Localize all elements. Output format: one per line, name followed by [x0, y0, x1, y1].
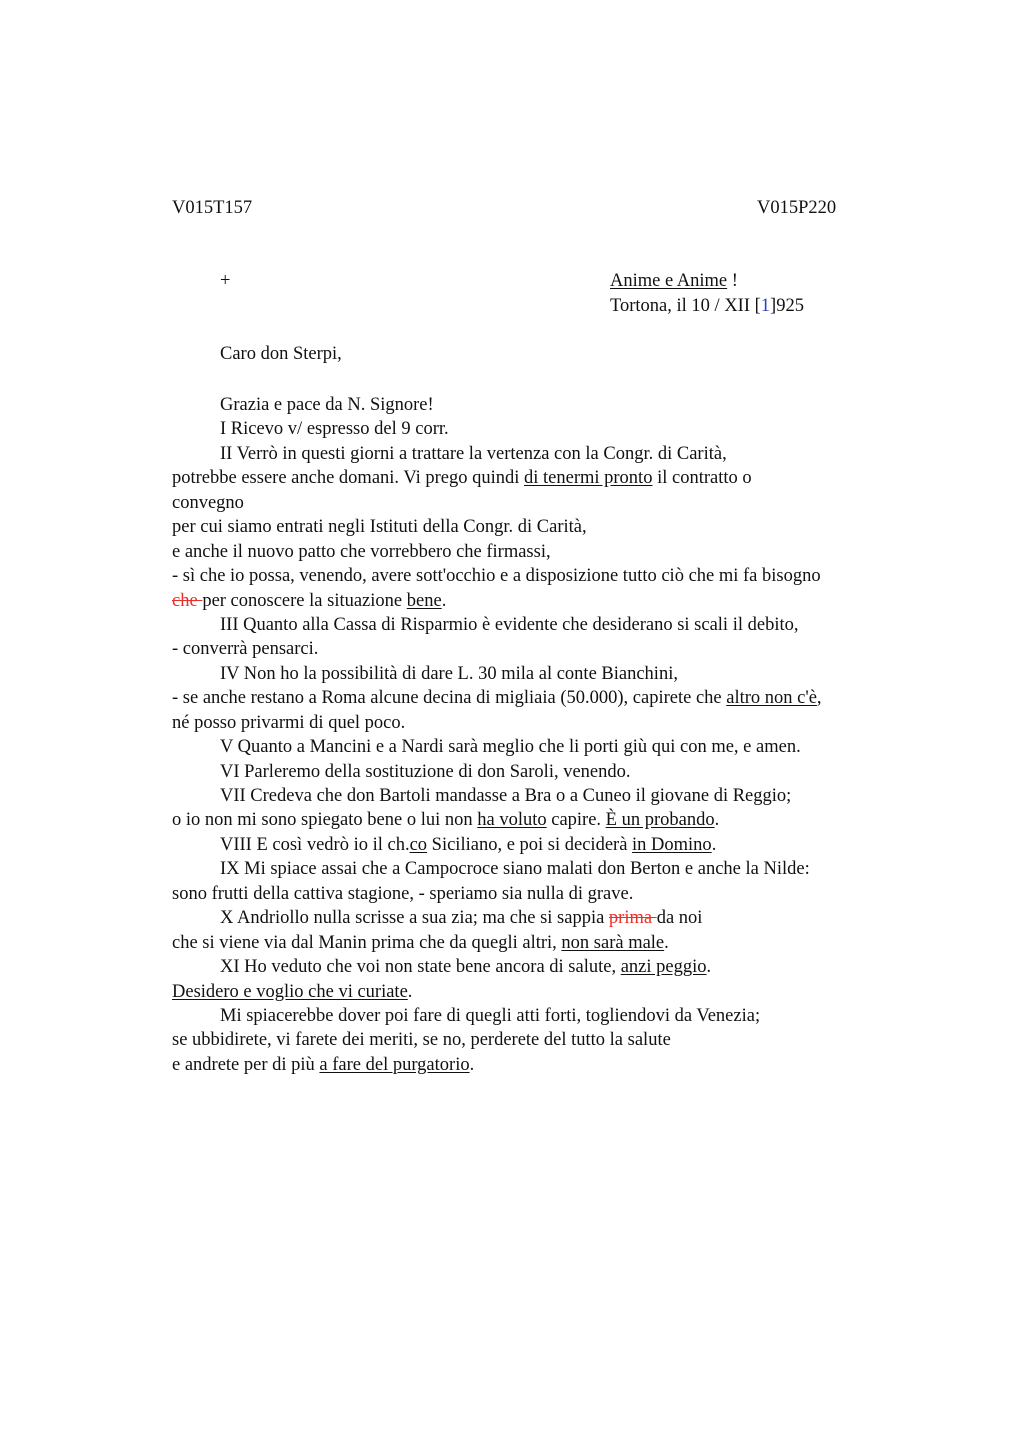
body-line: IX Mi spiace assai che a Campocroce siano malati don Berton e anche la Nilde:	[220, 859, 810, 880]
underlined-text: non sarà male	[561, 932, 665, 953]
body-line: per cui siamo entrati negli Istituti della Congr. di Carità,	[172, 517, 587, 538]
right-document-code: V015P220	[757, 198, 837, 218]
date-line	[610, 295, 804, 317]
motto-text: Anime e Anime	[610, 271, 728, 291]
underlined-text: di tenermi pronto	[524, 468, 653, 489]
text-run: .	[469, 1054, 475, 1075]
underlined-text: a fare del purgatorio	[319, 1054, 470, 1075]
text-run: Siciliano, e poi si deciderà	[427, 834, 633, 855]
underlined-text: anzi peggio	[620, 957, 707, 978]
body-line: Grazia e pace da N. Signore!	[220, 395, 434, 415]
body-line: VI Parleremo della sostituzione di don Saroli, venendo.	[220, 761, 631, 782]
underlined-text: co	[409, 834, 428, 855]
body-line: sono frutti della cattiva stagione, - speriamo sia nulla di grave.	[172, 883, 634, 904]
date-after: ]925	[770, 296, 804, 316]
motto-exclamation: !	[727, 271, 738, 291]
body-line	[172, 906, 902, 930]
underlined-text: bene	[406, 590, 442, 611]
body-line: IV Non ho la possibilità di dare L. 30 mila al conte Bianchini,	[220, 663, 678, 684]
body-line: VII Credeva che don Bartoli mandasse a Bra o a Cuneo il giovane di Reggio;	[220, 786, 792, 806]
text-run: o io non mi sono spiegato bene o lui non	[172, 810, 478, 831]
body-line	[172, 1053, 902, 1077]
body-line: convegno	[172, 492, 244, 513]
text-run: .	[664, 932, 669, 953]
text-run: potrebbe essere anche domani. Vi prego quindi	[172, 468, 524, 489]
body-line: II Verrò in questi giorni a trattare la vertenza con la Congr. di Carità,	[220, 443, 727, 464]
deleted-text: che	[172, 590, 203, 611]
body-line	[172, 808, 902, 832]
left-document-code: V015T157	[172, 198, 253, 218]
body-line: - sì che io possa, venendo, avere sott'occhio e a disposizione tutto ciò che mi fa bisogno	[172, 566, 821, 587]
letter-body	[172, 393, 902, 1077]
body-line	[172, 980, 902, 1004]
body-line	[172, 686, 902, 710]
underlined-text: in Domino	[632, 834, 712, 855]
text-run: .	[714, 810, 720, 831]
body-line: se ubbidirete, vi farete dei meriti, se no, perderete del tutto la salute	[172, 1030, 671, 1051]
text-run: per conoscere la situazione	[202, 590, 407, 611]
text-run: - se anche restano a Roma alcune decina di migliaia (50.000), capirete che	[172, 688, 727, 709]
text-run: da noi	[656, 908, 703, 929]
body-line	[172, 466, 902, 490]
underlined-text: altro non c'è	[726, 688, 817, 709]
text-run: XI Ho veduto che voi non state bene ancora di salute,	[220, 957, 621, 978]
text-run: che si viene via dal Manin prima che da quegli altri,	[172, 932, 562, 953]
body-line: - converrà pensarci.	[172, 639, 319, 660]
text-run: il contratto o	[652, 468, 752, 489]
text-run: .	[706, 957, 712, 978]
text-run: .	[441, 590, 447, 611]
date-inserted-digit: 1	[760, 296, 771, 316]
body-line: III Quanto alla Cassa di Risparmio è evidente che desiderano si scali il debito,	[220, 614, 799, 635]
body-line	[172, 589, 902, 613]
text-run: .	[407, 981, 413, 1002]
body-line: né posso privarmi di quel poco.	[172, 712, 406, 733]
cross-symbol: +	[220, 271, 231, 291]
text-run: .	[711, 834, 717, 855]
motto	[610, 270, 738, 292]
date-before: Tortona, il 10 / XII [	[610, 296, 761, 316]
body-line	[172, 931, 902, 955]
salutation: Caro don Sterpi,	[220, 344, 342, 364]
text-run: ,	[816, 688, 822, 709]
text-run: VIII E così vedrò io il ch.	[220, 834, 410, 855]
body-line: V Quanto a Mancini e a Nardi sarà meglio che li porti giù qui con me, e amen.	[220, 737, 801, 758]
deleted-text: prima	[608, 908, 657, 929]
body-line: e anche il nuovo patto che vorrebbero che firmassi,	[172, 541, 551, 562]
body-line: I Ricevo v/ espresso del 9 corr.	[220, 419, 449, 440]
text-run: e andrete per di più	[172, 1054, 320, 1075]
body-line	[172, 833, 902, 857]
underlined-text: ha voluto	[477, 810, 547, 831]
body-line	[172, 955, 902, 979]
text-run: X Andriollo nulla scrisse a sua zia; ma che si sappia	[220, 908, 609, 929]
text-run: capire.	[546, 810, 606, 831]
document-header	[0, 197, 1024, 221]
underlined-text: Desidero e voglio che vi curiate	[172, 981, 408, 1002]
body-line: Mi spiacerebbe dover poi fare di quegli atti forti, togliendovi da Venezia;	[220, 1005, 761, 1026]
underlined-text: È un probando	[605, 810, 715, 831]
